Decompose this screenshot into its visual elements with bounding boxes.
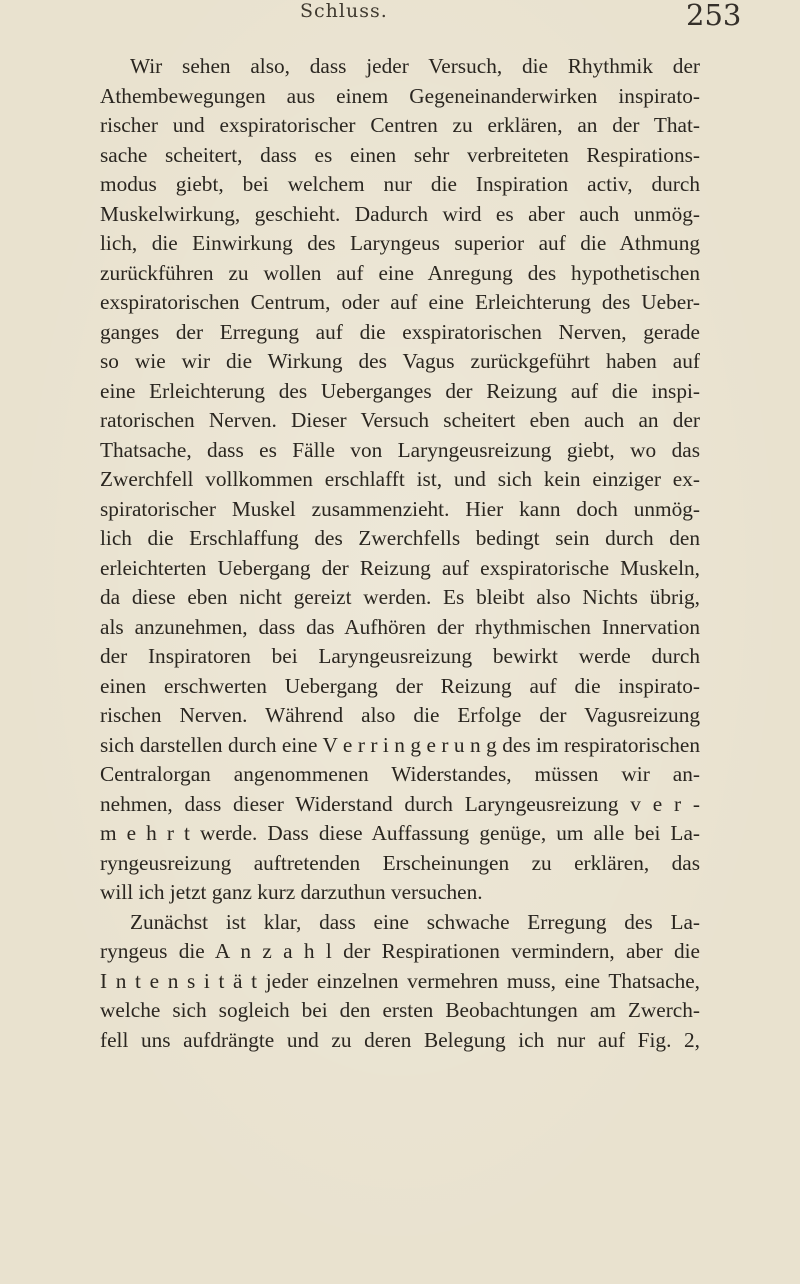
- text-line: m e h r t werde. Dass diese Auffassung genüge, um alle bei La-: [100, 821, 700, 845]
- text-line: Athembewegungen aus einem Gegeneinanderwirken inspirato-: [100, 83, 700, 108]
- page-number: 253: [686, 0, 742, 32]
- text-line: ratorischen Nerven. Dieser Versuch scheitert eben auch an der: [100, 408, 700, 432]
- text-line: erleichterten Uebergang der Reizung auf exspiratorische Muskeln,: [100, 555, 700, 580]
- text-line: I n t e n s i t ä t jeder einzelnen vermehren muss, eine Thatsache,: [100, 968, 700, 993]
- text-line: als anzunehmen, dass das Aufhören der rhythmischen Innervation: [100, 614, 700, 639]
- text-line: einen erschwerten Uebergang der Reizung auf die inspirato-: [100, 673, 700, 698]
- running-title: Schluss.: [300, 0, 388, 22]
- text-line: rischen Nerven. Während also die Erfolge der Vagusreizung: [100, 703, 700, 727]
- text-line: Centralorgan angenommenen Widerstandes, müssen wir an-: [100, 762, 700, 786]
- text-line: lich, die Einwirkung des Laryngeus superior auf die Athmung: [100, 231, 700, 255]
- text-line: eine Erleichterung des Ueberganges der Reizung auf die inspi-: [100, 378, 700, 403]
- text-line: Zunächst ist klar, dass eine schwache Erregung des La-: [130, 909, 700, 934]
- body-text: [100, 52, 700, 1055]
- text-line: fell uns aufdrängte und zu deren Belegung ich nur auf Fig. 2,: [100, 1027, 700, 1052]
- text-line: zurückführen zu wollen auf eine Anregung des hypothetischen: [100, 260, 700, 285]
- text-line: sache scheitert, dass es einen sehr verbreiteten Respirations-: [100, 142, 700, 167]
- text-line: Thatsache, dass es Fälle von Laryngeusreizung giebt, wo das: [100, 437, 700, 462]
- text-line: welche sich sogleich bei den ersten Beobachtungen am Zwerch-: [100, 998, 700, 1022]
- text-line: sich darstellen durch eine V e r r i n g e r u n g des im respiratorischen: [100, 732, 700, 757]
- text-line: nehmen, dass dieser Widerstand durch Laryngeusreizung v e r -: [100, 791, 700, 816]
- text-line: der Inspiratoren bei Laryngeusreizung bewirkt werde durch: [100, 644, 700, 668]
- text-line: rischer und exspiratorischer Centren zu erklären, an der That-: [100, 113, 700, 137]
- text-line: Muskelwirkung, geschieht. Dadurch wird es aber auch unmög-: [100, 201, 700, 226]
- text-line: Wir sehen also, dass jeder Versuch, die Rhythmik der: [130, 54, 700, 78]
- text-line: ryngeus die A n z a h l der Respirationen vermindern, aber die: [100, 939, 700, 963]
- text-line: lich die Erschlaffung des Zwerchfells bedingt sein durch den: [100, 526, 700, 550]
- text-line: Zwerchfell vollkommen erschlafft ist, und sich kein einziger ex-: [100, 467, 700, 491]
- text-line: exspiratorischen Centrum, oder auf eine Erleichterung des Ueber-: [100, 290, 700, 314]
- text-line: spiratorischer Muskel zusammenzieht. Hier kann doch unmög-: [100, 496, 700, 521]
- text-line: da diese eben nicht gereizt werden. Es bleibt also Nichts übrig,: [100, 585, 700, 609]
- text-line: ryngeusreizung auftretenden Erscheinungen zu erklären, das: [100, 850, 700, 875]
- text-line: so wie wir die Wirkung des Vagus zurückgeführt haben auf: [100, 349, 700, 373]
- text-line: ganges der Erregung auf die exspiratorischen Nerven, gerade: [100, 319, 700, 344]
- text-line: will ich jetzt ganz kurz darzuthun versuchen.: [100, 880, 483, 904]
- text-line: modus giebt, bei welchem nur die Inspiration activ, durch: [100, 172, 700, 196]
